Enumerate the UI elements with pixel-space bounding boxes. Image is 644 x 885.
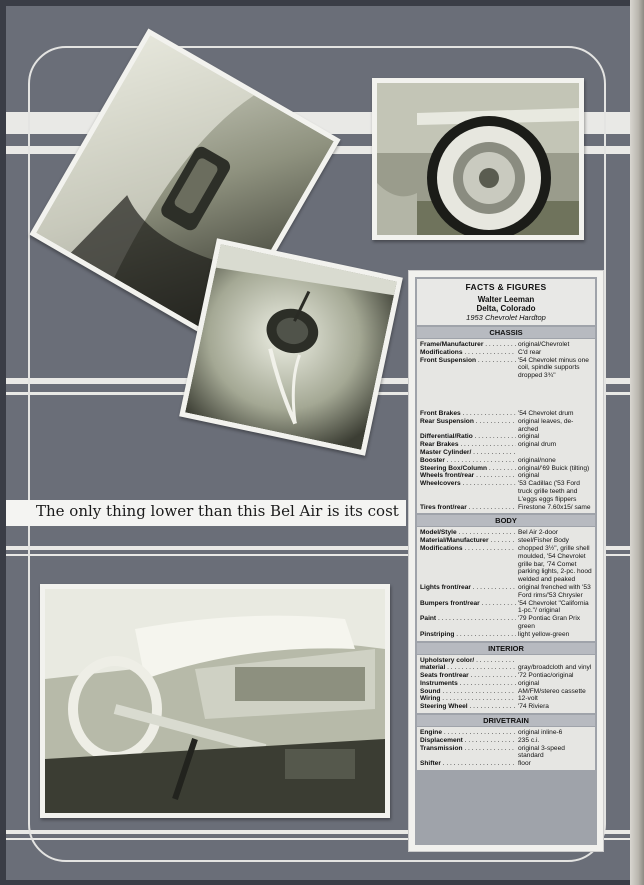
facts-figures-inner <box>415 277 597 845</box>
spec-row: Modifications . . . chopped 3½", grille shell moulded, '54 Chevrolet grille bar, '74 Comet parking lights, 2-pc. hood welded and peaked <box>420 545 592 584</box>
spec-row: Wheelcovers . . . '53 Cadillac ('53 Ford truck grille teeth and L'eggs eggs flippers <box>420 480 592 503</box>
spec-row: material . . . gray/broadcloth and vinyl <box>420 664 592 672</box>
spec-row: Displacement . . . 235 c.i. <box>420 737 592 745</box>
facts-figures-box <box>408 270 604 852</box>
spec-row: Upholstery color/ . . . <box>420 657 592 665</box>
spec-row: Wiring . . . 12-volt <box>420 695 592 703</box>
car-model: 1953 Chevrolet Hardtop <box>466 313 546 322</box>
spec-row: Engine . . . original inline-6 <box>420 729 592 737</box>
spec-row: Lights front/rear . . . original frenched with '53 Ford rims/'53 Chrysler <box>420 584 592 600</box>
spec-row: Front Suspension . . . '54 Chevrolet minus one coil, spindle supports dropped 3¾" <box>420 357 592 380</box>
spec-row: Frame/Manufacturer . . . original/Chevrolet <box>420 341 592 349</box>
section-title-drivetrain: DRIVETRAIN <box>417 715 595 726</box>
spec-row: Wheels front/rear . . . original <box>420 472 592 480</box>
section-body <box>417 527 595 640</box>
wheel-photo <box>372 78 584 240</box>
spec-row: Front Brakes . . . '54 Chevrolet drum <box>420 410 592 418</box>
spec-row: Seats front/rear . . . '72 Pontiac/original <box>420 672 592 680</box>
spacer <box>420 380 592 410</box>
page-edge <box>630 0 644 885</box>
spec-row: Sound . . . AM/FM/stereo cassette <box>420 688 592 696</box>
spec-row: Instruments . . . original <box>420 680 592 688</box>
spec-row: Bumpers front/rear . . . '54 Chevrolet "California 1-pc."/ original <box>420 600 592 616</box>
spec-row: Modifications . . . C'd rear <box>420 349 592 357</box>
interior-photo <box>40 584 390 818</box>
section-interior <box>417 655 595 714</box>
spec-row: Pinstriping . . . light yellow-green <box>420 631 592 639</box>
spec-row: Shifter . . . floor <box>420 760 592 768</box>
section-title-chassis: CHASSIS <box>417 327 595 338</box>
facts-title: FACTS & FIGURES <box>465 282 547 292</box>
spec-row: Model/Style . . . Bel Air 2-door <box>420 529 592 537</box>
wheel-photo-image <box>377 83 579 235</box>
spec-row: Rear Brakes . . . original drum <box>420 441 592 449</box>
section-title-interior: INTERIOR <box>417 643 595 654</box>
spec-row: Transmission . . . original 3-speed standard <box>420 745 592 761</box>
owner-name: Walter Leeman <box>477 295 535 304</box>
spec-row: Material/Manufacturer . . . steel/Fisher Body <box>420 537 592 545</box>
magazine-page <box>6 6 632 880</box>
spec-row: Differential/Ratio . . . original <box>420 433 592 441</box>
gas-cap-photo <box>179 238 403 456</box>
facts-header <box>417 279 595 325</box>
spec-row: Booster . . . original/none <box>420 457 592 465</box>
section-chassis <box>417 339 595 513</box>
spec-row: Rear Suspension . . . original leaves, de-arched <box>420 418 592 434</box>
owner-location: Delta, Colorado <box>476 304 536 313</box>
spec-row: Steering Wheel . . . '74 Riviera <box>420 703 592 711</box>
spec-row: Master Cylinder/ . . . <box>420 449 592 457</box>
photo-caption: The only thing lower than this Bel Air is its cost <box>36 502 399 520</box>
section-drivetrain <box>417 727 595 770</box>
spec-row: Tires front/rear . . . Firestone 7.60x15/ same <box>420 504 592 512</box>
interior-photo-image <box>45 589 385 813</box>
spec-row: Steering Box/Column . . . original/'69 Buick (tilting) <box>420 465 592 473</box>
spec-row: Paint . . . '79 Pontiac Gran Prix green <box>420 615 592 631</box>
gas-cap-photo-image <box>185 244 397 450</box>
section-title-body: BODY <box>417 515 595 526</box>
